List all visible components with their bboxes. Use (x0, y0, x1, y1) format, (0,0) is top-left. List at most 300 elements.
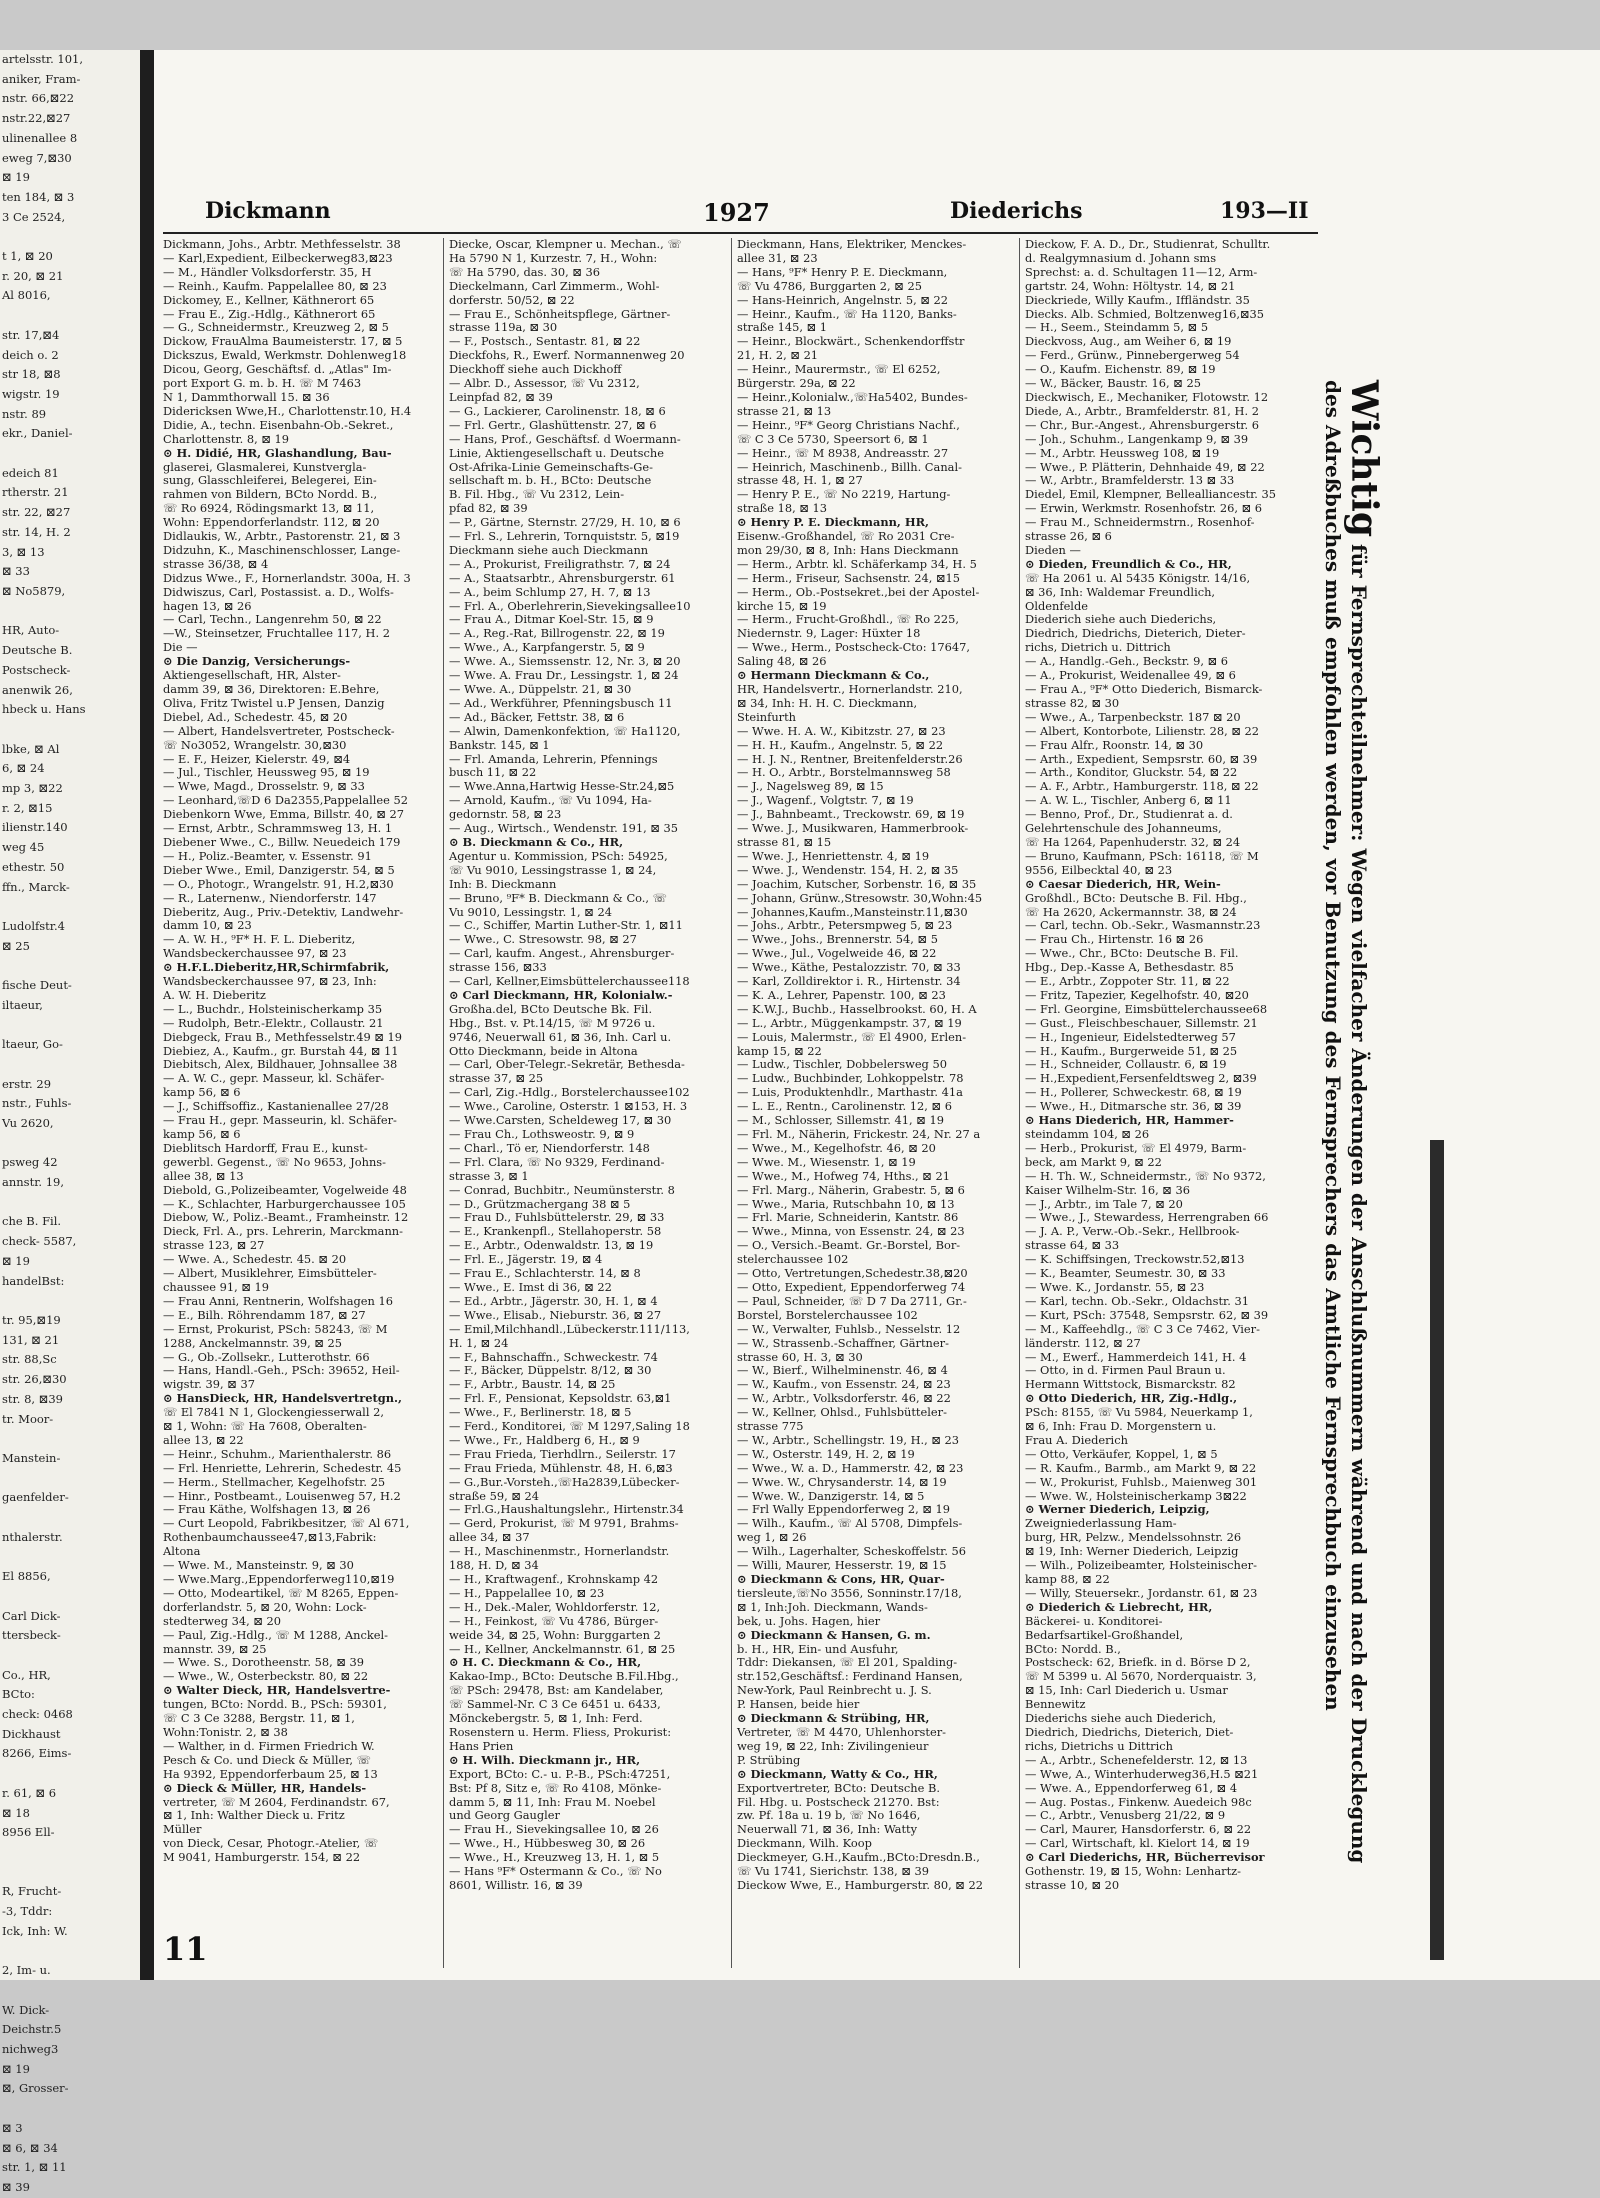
directory-entry: — Wwe. A., Düppelstr. 21, ⊠ 30 (449, 682, 632, 696)
directory-entry: — Frau Frieda, Mühlenstr. 48, H. 6,⊠3 (449, 1460, 673, 1475)
directory-entry: — Arth., Konditor, Gluckstr. 54, ⊠ 22 (1025, 765, 1238, 780)
directory-entry: Vu 9010, Lessingstr. 1, ⊠ 24 (449, 904, 612, 919)
fragment-line: str 18, ⊠8 (2, 367, 61, 382)
directory-entry: — Ferd., Konditorei, ☏ M 1297,Saling 18 (449, 1419, 690, 1434)
directory-entry: Dieck, Frl. A., prs. Lehrerin, Marckmann- (163, 1224, 403, 1239)
directory-entry: ☏ El 7841 N 1, Glockengiesserwall 2, (163, 1405, 384, 1420)
directory-entry: strasse 37, ⊠ 25 (449, 1071, 544, 1086)
directory-entry: — Heinrich, Maschinenb., Billh. Canal- (737, 459, 962, 474)
directory-entry: — Ernst, Prokurist, PSch: 58243, ☏ M (163, 1321, 388, 1336)
directory-entry: — A., Prokurist, Freiligrathstr. 7, ⊠ 24 (449, 556, 671, 571)
fragment-line: eweg 7,⊠30 (2, 150, 72, 165)
directory-entry: — Paul, Schneider, ☏ D 7 Da 2711, Gr.- (737, 1293, 967, 1308)
directory-entry: — Heinr.,Kolonialw.,☏Ha5402, Bundes- (737, 389, 968, 404)
directory-entry: — Joh., Schuhm., Langenkamp 9, ⊠ 39 (1025, 431, 1249, 446)
fragment-line: ilienstr.140 (2, 820, 68, 835)
directory-entry: weg 1, ⊠ 26 (737, 1530, 807, 1545)
fragment-line: 3 Ce 2524, (2, 209, 66, 224)
fragment-line: Co., HR, (2, 1667, 51, 1682)
directory-entry: — Herb., Prokurist, ☏ El 4979, Barm- (1025, 1140, 1247, 1155)
directory-entry: Großha.del, BCto Deutsche Bk. Fil. (449, 1001, 653, 1016)
directory-entry: — Frau Alfr., Roonstr. 14, ⊠ 30 (1025, 737, 1204, 752)
directory-entry: — Charl., Tö er, Niendorferstr. 148 (449, 1140, 650, 1155)
directory-entry: — Wwe., Fr., Haldberg 6, H., ⊠ 9 (449, 1432, 640, 1447)
directory-entry: — Wilh., Kaufm., ☏ Al 5708, Dimpfels- (737, 1516, 963, 1531)
directory-entry: — Curt Leopold, Fabrikbesitzer, ☏ Al 671, (163, 1516, 410, 1531)
directory-entry: — Arth., Expedient, Sempsrstr. 60, ⊠ 39 (1025, 751, 1258, 766)
directory-entry: ⊙ Carl Dieckmann, HR, Kolonialw.- (449, 987, 673, 1002)
directory-entry: Gothenstr. 19, ⊠ 15, Wohn: Lenhartz- (1025, 1864, 1242, 1879)
directory-entry: mon 29/30, ⊠ 8, Inh: Hans Dieckmann (737, 542, 959, 557)
directory-entry: Diebow, W., Poliz.-Beamt., Framheinstr. 12 (163, 1210, 409, 1225)
fragment-line (0, 1764, 140, 1784)
fragment-line: Deichstr.5 (2, 2022, 62, 2037)
telephone-notice (1321, 380, 1392, 1864)
fragment-line: Ludolfstr.4 (2, 918, 65, 933)
directory-entry: — Conrad, Buchbitr., Neumünsterstr. 8 (449, 1182, 675, 1197)
directory-entry: — Wwe. M., Wiesenstr. 1, ⊠ 19 (737, 1154, 916, 1169)
directory-entry: Zweigniederlassung Ham- (1025, 1516, 1177, 1531)
directory-entry: — J., Bahnbeamt., Treckowstr. 69, ⊠ 19 (737, 807, 965, 822)
directory-entry: — Frl Wally Eppendorferweg 2, ⊠ 19 (737, 1502, 950, 1517)
directory-entry: Dieckvoss, Aug., am Weiher 6, ⊠ 19 (1025, 334, 1232, 349)
directory-entry: Pesch & Co. und Dieck & Müller, ☏ (163, 1752, 371, 1767)
directory-entry: ⊙ Dieckmann & Cons, HR, Quar- (737, 1572, 945, 1586)
directory-entry: Dieckmann siehe auch Dieckmann (449, 542, 649, 557)
directory-entry: Diede, A., Arbtr., Bramfelderstr. 81, H. 2 (1025, 403, 1259, 418)
directory-entry: — Carl, techn. Ob.-Sekr., Wasmannstr.23 (1025, 918, 1261, 933)
directory-entry: — A. W. C., gepr. Masseur, kl. Schäfer- (163, 1071, 385, 1086)
directory-entry: hagen 13, ⊠ 26 (163, 598, 252, 613)
fragment-line: nichweg3 (2, 2042, 59, 2057)
fragment-line: handelBst: (2, 1273, 65, 1288)
directory-entry: — Frau H., Sievekingsallee 10, ⊠ 26 (449, 1822, 659, 1837)
directory-entry: ⊙ B. Dieckmann & Co., HR, (449, 834, 624, 849)
fragment-line: Manstein- (2, 1450, 61, 1465)
fragment-line: anenwik 26, (2, 682, 73, 697)
directory-entry: — Wwe., Käthe, Pestalozzistr. 70, ⊠ 33 (737, 960, 961, 975)
directory-entry: — J., Arbtr., im Tale 7, ⊠ 20 (1025, 1196, 1183, 1211)
directory-entry: — H.,Expedient,Fersenfeldtsweg 2, ⊠39 (1025, 1071, 1257, 1086)
directory-entry: — Herm., Ob.-Postsekret.,bei der Apostel- (737, 584, 980, 599)
fragment-line: ⊠ 25 (2, 938, 30, 953)
directory-entry: sellschaft m. b. H., BCto: Deutsche (449, 473, 652, 488)
directory-entry: PSch: 8155, ☏ Vu 5984, Neuerkamp 1, (1025, 1405, 1253, 1420)
directory-entry: Rosenstern u. Herm. Fliess, Prokurist: (449, 1724, 672, 1739)
directory-entry: — Frau E., Schlachterstr. 14, ⊠ 8 (449, 1266, 641, 1281)
directory-entry: stelerchaussee 102 (737, 1252, 849, 1267)
directory-entry: Dieblitsch Hardorff, Frau E., kunst- (163, 1140, 368, 1155)
directory-entry: Diedel, Emil, Klempner, Bellealliancestr. 35 (1025, 487, 1277, 502)
directory-entry: ☏ No3052, Wrangelstr. 30,⊠30 (163, 737, 347, 752)
directory-entry: Didwiszus, Carl, Postassist. a. D., Wolfs- (163, 584, 394, 599)
directory-entry: — Luis, Produktenhdlr., Marthastr. 41a (737, 1085, 963, 1100)
directory-entry: — Herm., Frucht-Großhdl., ☏ Ro 225, (737, 612, 960, 627)
directory-entry: — Ludw., Tischler, Dobbelersweg 50 (737, 1057, 947, 1072)
header-page-number: 193—II (1220, 198, 1309, 224)
directory-entry: kamp 56, ⊠ 6 (163, 1127, 241, 1141)
directory-entry: Mönckebergstr. 5, ⊠ 1, Inh: Ferd. (449, 1711, 643, 1726)
fragment-line (0, 1291, 140, 1311)
directory-entry: — A., Staatsarbtr., Ahrensburgerstr. 61 (449, 570, 676, 585)
directory-entry: Großhdl., BCto: Deutsche B. Fil. Hbg., (1025, 890, 1247, 905)
directory-entry: Ha 5790 N 1, Kurzestr. 7, H., Wohn: (449, 250, 658, 265)
directory-entry: — Bruno, ⁹F* B. Dieckmann & Co., ☏ (449, 890, 667, 905)
directory-entry: — Wwe.Carsten, Scheldeweg 17, ⊠ 30 (449, 1113, 672, 1128)
directory-entry: — Hans-Heinrich, Angelnstr. 5, ⊠ 22 (737, 292, 949, 307)
fragment-line: ⊠ 33 (2, 564, 30, 579)
directory-entry: — G., Schneidermstr., Kreuzweg 2, ⊠ 5 (163, 320, 389, 335)
directory-entry: sung, Glasschleiferei, Belegerei, Ein- (163, 473, 377, 488)
directory-entry: — Wilh., Lagerhalter, Scheskoffelstr. 56 (737, 1544, 967, 1559)
directory-entry: — K.W.J., Buchb., Hasselbrookst. 60, H. A (737, 1001, 977, 1016)
directory-entry: — A., Reg.-Rat, Billrogenstr. 22, ⊠ 19 (449, 626, 665, 641)
fragment-line: ethestr. 50 (2, 859, 65, 874)
directory-entry: — Herm., Stellmacher, Kegelhofstr. 25 (163, 1474, 386, 1489)
directory-entry: — Carl, Techn., Langenrehm 50, ⊠ 22 (163, 612, 382, 627)
directory-entry: — Carl, Zig.-Hdlg., Borstelerchaussee102 (449, 1085, 690, 1100)
directory-entry: Dieden — (1025, 542, 1081, 557)
directory-entry: — J., Schiffsoffiz., Kastanienallee 27/28 (163, 1099, 389, 1114)
fragment-line: HR, Auto- (2, 623, 60, 638)
directory-entry: Wohn:Tonistr. 2, ⊠ 38 (163, 1724, 288, 1739)
fragment-line: Dickhaust (2, 1726, 61, 1741)
directory-entry: ⊠ 36, Inh: Waldemar Freundlich, (1025, 584, 1216, 599)
directory-entry: strasse 36/38, ⊠ 4 (163, 556, 269, 571)
fragment-line (0, 306, 140, 326)
fragment-line: Deutsche B. (2, 643, 73, 658)
directory-entry: strasse 21, ⊠ 13 (737, 403, 832, 418)
directory-entry: Müller (163, 1822, 202, 1837)
directory-entry: — Wwe., A., Karpfangerstr. 5, ⊠ 9 (449, 640, 645, 655)
directory-entry: — Wwe. J., Wendenstr. 154, H. 2, ⊠ 35 (737, 862, 959, 877)
directory-entry: — R., Laternenw., Niendorferstr. 147 (163, 890, 377, 905)
directory-entry: kirche 15, ⊠ 19 (737, 598, 827, 613)
fragment-line (0, 1508, 140, 1528)
column-1 (163, 238, 437, 1968)
directory-entry: Kaiser Wilhelm-Str. 16, ⊠ 36 (1025, 1182, 1190, 1197)
directory-entry: — Johannes,Kaufm.,Mansteinstr.11,⊠30 (737, 904, 968, 919)
directory-entry: — Otto, Vertretungen,Schedestr.38,⊠20 (737, 1266, 968, 1281)
directory-entry: Agentur u. Kommission, PSch: 54925, (449, 848, 668, 863)
directory-entry: — Fritz, Tapezier, Kegelhofstr. 40, ⊠20 (1025, 987, 1249, 1002)
directory-entry: ⊙ Henry P. E. Dieckmann, HR, (737, 515, 930, 530)
directory-entry: strasse 26, ⊠ 6 (1025, 529, 1112, 544)
fragment-line: nstr. 66,⊠22 (2, 91, 75, 106)
fragment-line: ttersbeck- (2, 1628, 61, 1643)
directory-entry: ⊠ 6, Inh: Frau D. Morgenstern u. (1025, 1419, 1217, 1434)
directory-entry: — H., Pollerer, Schweckestr. 68, ⊠ 19 (1025, 1085, 1242, 1100)
directory-entry: — W., Arbtr., Schellingstr. 19, H., ⊠ 23 (737, 1432, 960, 1447)
fragment-line: str. 26,⊠30 (2, 1372, 67, 1387)
fragment-line: lbke, ⊠ Al (2, 741, 60, 756)
directory-entry: Hbg., Dep.-Kasse A, Bethesdastr. 85 (1025, 960, 1234, 975)
directory-entry: Dieber Wwe., Emil, Danzigerstr. 54, ⊠ 5 (163, 862, 395, 877)
directory-entry: Diebenkorn Wwe, Emma, Billstr. 40, ⊠ 27 (163, 807, 404, 822)
directory-entry: — A. W. H., ⁹F* H. F. L. Dieberitz, (163, 932, 356, 947)
directory-entry: — Gerd, Prokurist, ☏ M 9791, Brahms- (449, 1516, 679, 1531)
directory-entry: Wandsbeckerchaussee 97, ⊠ 23 (163, 946, 347, 961)
directory-entry: — H., Feinkost, ☏ Vu 4786, Bürger- (449, 1613, 659, 1628)
directory-entry: — Wwe., J., Stewardess, Herrengraben 66 (1025, 1210, 1269, 1225)
directory-entry: — Ed., Arbtr., Jägerstr. 30, H. 1, ⊠ 4 (449, 1293, 658, 1308)
directory-entry: — G., Ob.-Zollsekr., Lutterothstr. 66 (163, 1349, 370, 1364)
directory-entry: — Otto, Verkäufer, Koppel, 1, ⊠ 5 (1025, 1446, 1218, 1461)
directory-entry: — O., Versich.-Beamt. Gr.-Borstel, Bor- (737, 1238, 961, 1253)
directory-entry: — Wwe., Caroline, Osterstr. 1 ⊠153, H. 3 (449, 1099, 688, 1114)
directory-entry: — Heinr., Schuhm., Marienthalerstr. 86 (163, 1446, 392, 1461)
fragment-line (0, 1193, 140, 1213)
directory-entry: Didie, A., techn. Eisenbahn-Ob.-Sekret., (163, 417, 394, 432)
directory-entry: ⊠ 34, Inh: H. H. C. Dieckmann, (737, 695, 918, 710)
page-header (205, 198, 1335, 232)
directory-entry: strasse 3, ⊠ 1 (449, 1168, 529, 1183)
notice-line-2: des Adreßbuches muß empfohlen werden, vor Benutzung des Fernsprechers das Amtliche Fernsprechbuch einzusehen (1321, 380, 1345, 1711)
directory-entry: Otto Dieckmann, beide in Altona (449, 1043, 638, 1058)
directory-entry: — H. O., Arbtr., Borstelmannsweg 58 (737, 765, 951, 780)
directory-entry: Bürgerstr. 29a, ⊠ 22 (737, 376, 856, 391)
directory-entry: glaserei, Glasmalerei, Kunstvergla- (163, 459, 367, 474)
directory-entry: — Frau M., Schneidermstrn., Rosenhof- (1025, 515, 1255, 530)
directory-entry: — W., Kaufm., von Essenstr. 24, ⊠ 23 (737, 1377, 951, 1392)
fragment-line: gaenfelder- (2, 1490, 69, 1505)
directory-entry: gartstr. 24, Wohn: Höltystr. 14, ⊠ 21 (1025, 278, 1236, 293)
fragment-line: str. 17,⊠4 (2, 327, 60, 342)
directory-entry: ⊠ 19, Inh: Werner Diederich, Leipzig (1025, 1544, 1239, 1559)
directory-entry: — J. A. P., Verw.-Ob.-Sekr., Hellbrook- (1025, 1224, 1240, 1239)
directory-entry: — Karl,Expedient, Eilbeckerweg83,⊠23 (163, 250, 393, 265)
directory-entry: ⊙ H.F.L.Dieberitz,HR,Schirmfabrik, (163, 960, 390, 975)
directory-entry: — Wwe. A., Siemssenstr. 12, Nr. 3, ⊠ 20 (449, 654, 681, 669)
notice-keyword: Wichtig (1343, 380, 1385, 538)
directory-entry: Dieckow, F. A. D., Dr., Studienrat, Schulltr. (1025, 237, 1271, 251)
directory-entry: Aktiengesellschaft, HR, Alster- (163, 668, 341, 683)
directory-entry: Diebgeck, Frau B., Methfesselstr.49 ⊠ 19 (163, 1029, 403, 1044)
directory-entry: — Frl. A., Oberlehrerin,Sievekingsallee10 (449, 598, 691, 613)
fragment-line: artelsstr. 101, (2, 52, 84, 66)
directory-entry: — Wwe., H., Hübbesweg 30, ⊠ 26 (449, 1836, 646, 1851)
header-rule (163, 232, 1318, 234)
directory-entry: von Dieck, Cesar, Photogr.-Atelier, ☏ (163, 1836, 379, 1851)
directory-entry: — Hans, ⁹F* Henry P. E. Dieckmann, (737, 264, 948, 279)
directory-entry: — Heinr., Kaufm., ☏ Ha 1120, Banks- (737, 306, 957, 321)
directory-entry: 1288, Anckelmannstr. 39, ⊠ 25 (163, 1335, 342, 1350)
directory-entry: — W., Strassenb.-Schaffner, Gärtner- (737, 1335, 949, 1350)
fragment-line: str. 14, H. 2 (2, 524, 71, 539)
directory-entry: — Otto, Expedient, Eppendorferweg 74 (737, 1279, 966, 1294)
directory-entry: — H., Schneider, Collaustr. 6, ⊠ 19 (1025, 1057, 1227, 1072)
directory-entry: Kakao-Imp., BCto: Deutsche B.Fil.Hbg., (449, 1669, 679, 1684)
fragment-line: ⊠ 19 (2, 170, 30, 185)
fragment-line: nstr., Fuhls- (2, 1096, 72, 1111)
directory-entry: — Henry P. E., ☏ No 2219, Hartung- (737, 487, 951, 502)
directory-entry: M 9041, Hamburgerstr. 154, ⊠ 22 (163, 1850, 361, 1865)
directory-entry: — H., Kaufm., Burgerweide 51, ⊠ 25 (1025, 1043, 1238, 1058)
directory-entry: — C., Schiffer, Martin Luther-Str. 1, ⊠11 (449, 918, 683, 933)
fragment-line: Carl Dick- (2, 1608, 61, 1623)
directory-entry: — Kurt, PSch: 37548, Sempsrstr. 62, ⊠ 39 (1025, 1307, 1269, 1322)
fragment-line: iltaeur, (2, 997, 43, 1012)
directory-entry: — H., Pappelallee 10, ⊠ 23 (449, 1585, 605, 1600)
directory-entry: rahmen von Bildern, BCto Nordd. B., (163, 487, 378, 502)
directory-entry: straße 59, ⊠ 24 (449, 1488, 540, 1503)
directory-entry: damm 39, ⊠ 36, Direktoren: E.Behre, (163, 682, 380, 696)
directory-entry: ⊙ Dieck & Müller, HR, Handels- (163, 1780, 367, 1795)
fragment-line: ffn., Marck- (2, 879, 70, 894)
directory-entry: — R. Kaufm., Barmb., am Markt 9, ⊠ 22 (1025, 1460, 1257, 1475)
directory-entry: Diebold, G.,Polizeibeamter, Vogelweide 48 (163, 1182, 407, 1197)
directory-entry: — Jul., Tischler, Heussweg 95, ⊠ 19 (163, 765, 370, 780)
directory-entry: — W., Verwalter, Fuhlsb., Nesselstr. 12 (737, 1321, 961, 1336)
column-3 (737, 238, 1011, 1968)
directory-entry: ☏ Ro 6924, Rödingsmarkt 13, ⊠ 11, (163, 501, 375, 516)
column-divider (1019, 238, 1020, 1968)
directory-entry: — E., Arbtr., Zoppoter Str. 11, ⊠ 22 (1025, 974, 1230, 989)
directory-entry: weg 19, ⊠ 22, Inh: Zivilingenieur (737, 1738, 929, 1753)
fragment-line: nthalerstr. (2, 1529, 63, 1544)
directory-entry: — Wwe., A., Tarpenbeckstr. 187 ⊠ 20 (1025, 709, 1241, 724)
fragment-line (0, 1981, 140, 2001)
directory-entry: Dickszus, Ewald, Werkmstr. Dohlenweg18 (163, 348, 407, 363)
directory-entry: beck, am Markt 9, ⊠ 22 (1025, 1154, 1162, 1169)
directory-entry: — Wilh., Polizeibeamter, Holsteinischer- (1025, 1558, 1257, 1573)
directory-entry: busch 11, ⊠ 22 (449, 765, 537, 780)
fragment-line: ekr., Daniel- (2, 426, 73, 441)
directory-entry: — Frl. M., Näherin, Frickestr. 24, Nr. 27 a (737, 1127, 981, 1141)
directory-entry: — W., Arbtr., Bramfelderstr. 13 ⊠ 33 (1025, 473, 1235, 488)
directory-entry: — C., Arbtr., Venusberg 21/22, ⊠ 9 (1025, 1808, 1226, 1823)
directory-entry: Bäckerei- u. Konditorei- (1025, 1613, 1163, 1628)
directory-entry: — Paul, Zig.-Hdlg., ☏ M 1288, Anckel- (163, 1627, 388, 1642)
directory-entry: — Frl. Marie, Schneiderin, Kantstr. 86 (737, 1210, 959, 1225)
directory-entry: — F., Bahnschaffn., Schweckestr. 74 (449, 1349, 658, 1364)
fragment-line: mp 3, ⊠22 (2, 781, 63, 796)
directory-entry: — Karl, techn. Ob.-Sekr., Oldachstr. 31 (1025, 1293, 1249, 1308)
directory-entry: strasse 775 (737, 1419, 804, 1434)
directory-entry: zw. Pf. 18a u. 19 b, ☏ No 1646, (737, 1808, 921, 1823)
previous-page-fragment (0, 50, 150, 2194)
directory-entry: Diederichs siehe auch Diederich, (1025, 1711, 1217, 1726)
directory-entry: — W., Bäcker, Baustr. 16, ⊠ 25 (1025, 376, 1201, 391)
header-year: 1927 (703, 198, 770, 227)
directory-entry: — Herm., Friseur, Sachsenstr. 24, ⊠15 (737, 570, 961, 585)
fragment-line: str. 8, ⊠39 (2, 1391, 63, 1406)
directory-entry: — H. H., Kaufm., Angelnstr. 5, ⊠ 22 (737, 737, 944, 752)
directory-entry: Saling 48, ⊠ 26 (737, 654, 827, 669)
directory-entry: — Heinr., Blockwärt., Schenkendorffstr (737, 334, 965, 349)
fragment-line: ⊠ 3 (2, 2120, 23, 2135)
directory-entry: — Carl, kaufm. Angest., Ahrensburger- (449, 946, 675, 961)
directory-entry: ☏ Ha 2061 u. Al 5435 Königstr. 14/16, (1025, 570, 1251, 585)
directory-entry: Leinpfad 82, ⊠ 39 (449, 389, 553, 404)
column-divider (731, 238, 732, 1968)
directory-entry: gewerbl. Gegenst., ☏ No 9653, Johns- (163, 1154, 386, 1169)
directory-entry: ⊙ Carl Diederichs, HR, Bücherrevisor (1025, 1850, 1265, 1865)
directory-entry: Ha 9392, Eppendorferbaum 25, ⊠ 13 (163, 1766, 378, 1781)
directory-entry: — Wwe., Johs., Brennerstr. 54, ⊠ 5 (737, 932, 938, 947)
directory-entry: — M., Kaffeehdlg., ☏ C 3 Ce 7462, Vier- (1025, 1321, 1260, 1336)
fragment-line (0, 444, 140, 464)
directory-entry: Borstel, Borstelerchaussee 102 (737, 1307, 918, 1322)
directory-entry: — Wwe., P. Plätterin, Dehnhaide 49, ⊠ 22 (1025, 459, 1265, 474)
directory-entry: allee 38, ⊠ 13 (163, 1168, 244, 1183)
directory-entry: Diebitsch, Alex, Bildhauer, Johnsallee 38 (163, 1057, 398, 1072)
directory-entry: Didzus Wwe., F., Hornerlandstr. 300a, H. 3 (163, 570, 411, 585)
directory-entry: Wandsbeckerchaussee 97, ⊠ 23, Inh: (163, 974, 377, 989)
directory-entry: — Wwe. A., Eppendorferweg 61, ⊠ 4 (1025, 1780, 1238, 1795)
directory-entry: — Frl. Marg., Näherin, Grabestr. 5, ⊠ 6 (737, 1182, 965, 1197)
directory-entry: — Wwe. M., Mansteinstr. 9, ⊠ 30 (163, 1558, 354, 1573)
fragment-line (0, 602, 140, 622)
directory-entry: — Bruno, Kaufmann, PSch: 16118, ☏ M (1025, 848, 1259, 863)
directory-entry: ⊙ Dieckmann, Watty & Co., HR, (737, 1766, 938, 1781)
directory-entry: Postscheck: 62, Briefk. in d. Börse D 2, (1025, 1655, 1251, 1670)
directory-entry: 188, H. D, ⊠ 34 (449, 1558, 539, 1573)
directory-entry: — Johs., Arbtr., Petersmpweg 5, ⊠ 23 (737, 918, 953, 933)
directory-entry: — W., Bierf., Wilhelminenstr. 46, ⊠ 4 (737, 1363, 948, 1378)
directory-entry: — L. E., Rentn., Carolinenstr. 12, ⊠ 6 (737, 1099, 952, 1114)
page-number-bottom: 11 (163, 1930, 208, 1968)
directory-entry: — Wwe. A., Schedestr. 45. ⊠ 20 (163, 1252, 347, 1267)
directory-entry: — E., Krankenpfl., Stellahoperstr. 58 (449, 1224, 662, 1239)
directory-entry: A. W. H. Dieberitz (163, 987, 266, 1002)
directory-entry: — Wwe., F., Berlinerstr. 18, ⊠ 5 (449, 1405, 632, 1420)
directory-entry: Bst: Pf 8, Sitz e, ☏ Ro 4108, Mönke- (449, 1780, 662, 1795)
directory-entry: — H., Ingenieur, Eidelstedterweg 57 (1025, 1029, 1236, 1044)
directory-entry: — Wwe., Elisab., Nieburstr. 36, ⊠ 27 (449, 1307, 662, 1322)
directory-entry: kamp 88, ⊠ 22 (1025, 1572, 1110, 1586)
directory-entry: 21, H. 2, ⊠ 21 (737, 348, 819, 363)
directory-entry: ⊙ HansDieck, HR, Handelsvertretgn., (163, 1391, 402, 1406)
fragment-line: tr. 95,⊠19 (2, 1313, 61, 1327)
directory-entry: — Alwin, Damenkonfektion, ☏ Ha1120, (449, 723, 681, 738)
directory-entry: Dieckhoff siehe auch Dickhoff (449, 362, 622, 377)
directory-entry: — K., Beamter, Seumestr. 30, ⊠ 33 (1025, 1266, 1226, 1281)
directory-entry: — Heinr., ⁹F* Georg Christians Nachf., (737, 417, 960, 432)
directory-entry: Rothenbaumchaussee47,⊠13,Fabrik: (163, 1530, 377, 1545)
directory-entry: — Wwe. J., Musikwaren, Hammerbrook- (737, 821, 969, 836)
directory-entry: — M., Schlosser, Sillemstr. 41, ⊠ 19 (737, 1113, 944, 1128)
fragment-line: che B. Fil. (2, 1214, 62, 1229)
directory-entry: — Wwe., Chr., BCto: Deutsche B. Fil. (1025, 946, 1239, 961)
fragment-line (0, 1547, 140, 1567)
fragment-line (0, 1469, 140, 1489)
directory-entry: — Frau Käthe, Wolfshagen 13, ⊠ 26 (163, 1502, 371, 1517)
directory-entry: Diebel, Ad., Schedestr. 45, ⊠ 20 (163, 709, 348, 724)
directory-entry: — Hans ⁹F* Ostermann & Co., ☏ No (449, 1864, 662, 1879)
directory-entry: — W., Osterstr. 149, H. 2, ⊠ 19 (737, 1446, 915, 1461)
directory-entry: Eisenw.-Großhandel, ☏ Ro 2031 Cre- (737, 529, 955, 544)
directory-entry: — K. A., Lehrer, Papenstr. 100, ⊠ 23 (737, 987, 946, 1002)
directory-entry: — Wwe.Marg.,Eppendorferweg110,⊠19 (163, 1572, 395, 1586)
directory-entry: — Wwe. A. Frau Dr., Lessingstr. 1, ⊠ 24 (449, 668, 679, 683)
directory-entry: — Benno, Prof., Dr., Studienrat a. d. (1025, 807, 1233, 822)
fragment-line: r. 2, ⊠15 (2, 800, 53, 815)
fragment-line (0, 897, 140, 917)
fragment-line: Vu 2620, (2, 1115, 54, 1130)
directory-entry: — Frau Anni, Rentnerin, Wolfshagen 16 (163, 1293, 393, 1308)
directory-entry: — Arnold, Kaufm., ☏ Vu 1094, Ha- (449, 793, 652, 808)
directory-entry: strasse 10, ⊠ 20 (1025, 1877, 1120, 1892)
directory-entry: — J., Wagenf., Volgtstr. 7, ⊠ 19 (737, 793, 914, 808)
fragment-line: fische Deut- (2, 978, 72, 993)
directory-entry: — Herm., Arbtr. kl. Schäferkamp 34, H. 5 (737, 556, 977, 571)
directory-entry: — Wwe., Minna, von Essenstr. 24, ⊠ 23 (737, 1224, 965, 1239)
fragment-line (0, 1843, 140, 1863)
directory-entry: P. Strübing (737, 1752, 801, 1767)
directory-entry: — W., Arbtr., Volksdorferstr. 46, ⊠ 22 (737, 1391, 951, 1406)
directory-entry: Diedrich, Diedrichs, Dieterich, Diet- (1025, 1724, 1234, 1739)
